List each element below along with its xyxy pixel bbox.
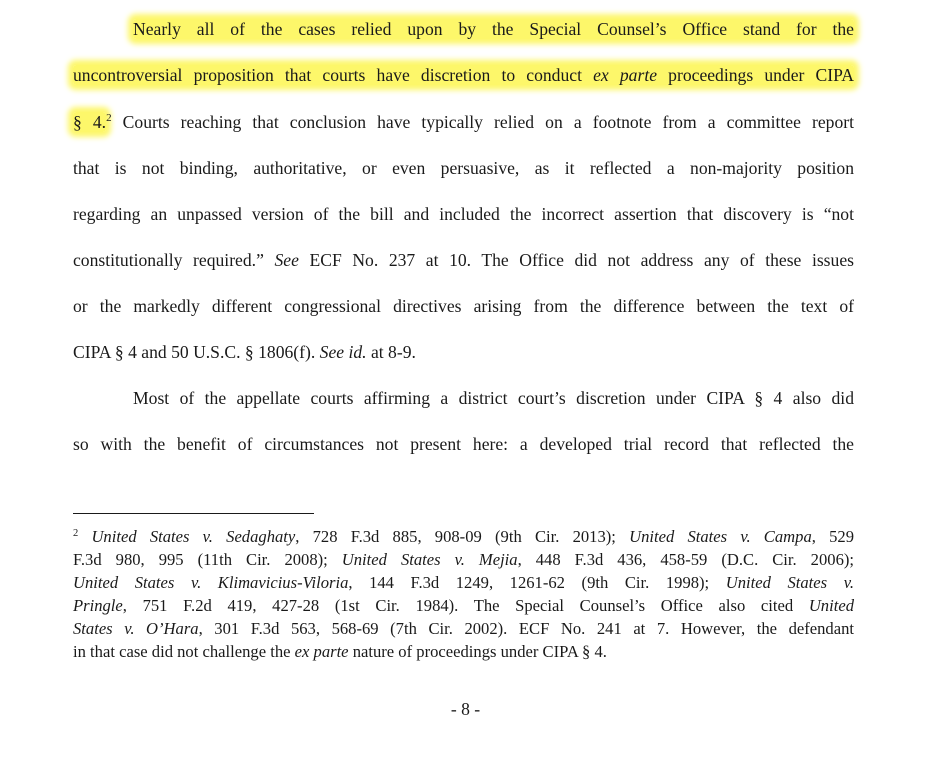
footnote-separator [73,513,314,514]
text-run: at 8-9. [366,342,416,362]
text-run: , 448 F.3d 436, 458-59 (D.C. Cir. 2006); [517,550,854,569]
highlighted-text [73,65,854,85]
text-run: , 144 F.3d 1249, 1261-62 (9th Cir. 1998); [348,573,726,592]
body-line [73,63,854,87]
footnote-line [73,572,854,594]
body-line: regarding an unpassed version of the bill and included the incorrect assertion that discovery is “not [73,204,854,224]
text-run: uncontroversial proposition that courts have discretion to conduct [73,65,594,85]
case-name: United States v. Klimavicius-Viloria [73,573,349,592]
highlighted-text: Nearly all of the cases relied upon by the Special Counsel’s Office stand for the [133,19,854,39]
emphasis-text: ex parte [294,642,349,661]
case-name: United States v. Mejia [341,550,518,569]
text-run: , 529 [811,527,854,546]
text-run: ECF No. 237 at 10. The Office did not address any of these issues [298,250,854,270]
case-name: States v. O’Hara [73,619,199,638]
footnote-line [73,595,854,617]
body-line: so with the benefit of circumstances not present here: a developed trial record that reflected the [73,434,854,454]
case-name: United States v. Campa [629,527,812,546]
text-run: F.3d 980, 995 (11th Cir. 2008); [73,550,342,569]
citation-signal: See id. [319,342,367,362]
footnote-line [73,549,854,571]
citation-signal: See [274,250,299,270]
body-line: or the markedly different congressional directives arising from the difference between the text of [73,296,854,316]
footnote-reference[interactable]: 2 [106,112,112,124]
text-run: , 751 F.2d 419, 427-28 (1st Cir. 1984). The Special Counsel’s Office also cited [122,596,809,615]
text-run: Courts reaching that conclusion have typically relied on a footnote from a committee report [111,112,854,132]
body-line: Most of the appellate courts affirming a district court’s discretion under CIPA § 4 also did [133,388,854,408]
body-line [73,248,854,272]
footnote-line [73,618,854,640]
body-line [73,340,854,364]
text-run: proceedings under CIPA [657,65,855,85]
text-run: , 301 F.3d 563, 568-69 (7th Cir. 2002). ECF No. 241 at 7. However, the defendant [198,619,854,638]
text-run: , 728 F.3d 885, 908-09 (9th Cir. 2013); [295,527,630,546]
footnote-number: 2 [73,528,79,539]
text-run: CIPA § 4 and 50 U.S.C. § 1806(f). [73,342,320,362]
page-number: - 8 - [450,699,481,719]
text-run: nature of proceedings under CIPA § 4. [348,642,607,661]
case-name: United States v. Sedaghaty [91,527,296,546]
case-name: Pringle [73,596,123,615]
body-line: that is not binding, authoritative, or even persuasive, as it reflected a non-majority position [73,158,854,178]
highlighted-text: § 4. [73,112,107,132]
emphasis-text: ex parte [593,65,658,85]
case-name: United States v. [725,573,854,592]
footnote-line [73,641,854,663]
body-line [73,110,854,134]
case-name: United [808,596,854,615]
footnote-line [73,526,854,548]
text-run: in that case did not challenge the [73,642,295,661]
body-line [133,17,854,41]
text-run: constitutionally required.” [73,250,275,270]
